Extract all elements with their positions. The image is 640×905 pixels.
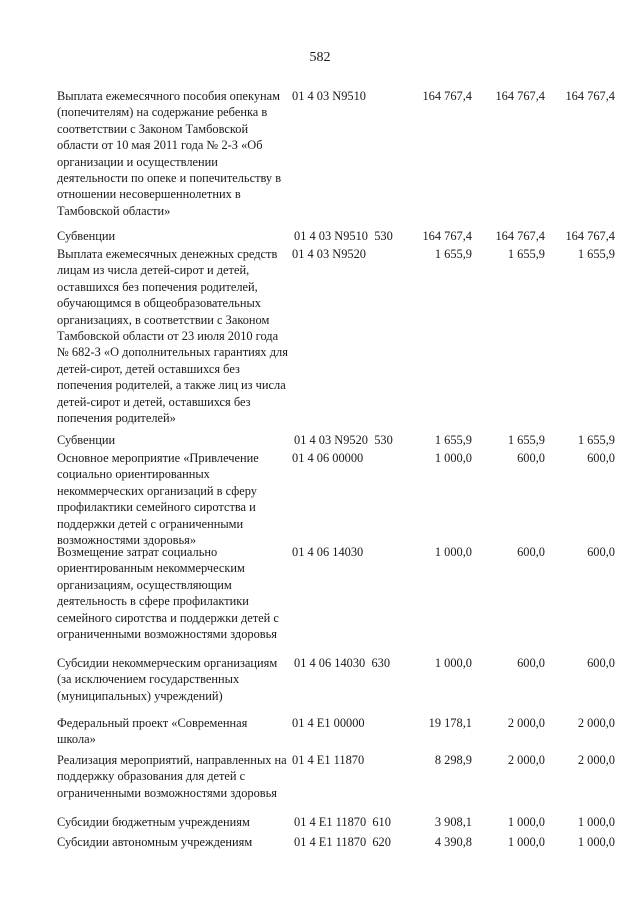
row-value-3: 164 767,4: [565, 89, 615, 103]
row-value-2: 1 655,9: [507, 247, 545, 261]
row-value-3: 2 000,0: [577, 716, 615, 730]
row-value-2: 164 767,4: [495, 89, 545, 103]
row-value-1: 164 767,4: [422, 229, 472, 243]
row-value-1: 1 000,0: [434, 656, 472, 670]
row-value-3: 600,0: [587, 545, 615, 559]
row-value-1: 8 298,9: [434, 753, 472, 767]
row-code: 01 4 E1 00000: [292, 716, 365, 730]
row-value-1: 1 655,9: [434, 433, 472, 447]
row-code: 01 4 E1 11870: [292, 753, 365, 767]
row-code: 01 4 03 N9520 530: [294, 433, 393, 447]
row-description: Федеральный проект «Современная школа»: [57, 716, 248, 747]
row-description: Выплата ежемесячных денежных средств лицам из числа детей-сирот и детей, оставшихся без попечения родителей, обучающимся в общеобразовательных организациях, в соответствии с Законом Тамбовской области от 23 июля 2010 года № 682-З «О дополнительных гарантиях для детей-сирот, детей оставшихся без попечения родителей, а также лиц из числа детей-сирот и детей, оставшихся без попечения родителей»: [57, 247, 288, 426]
row-description: Основное мероприятие «Привлечение социально ориентированных некоммерческих организаций в сферу профилактики семейного сиротства и поддержки детей с ограниченными возможностями здоровья»: [57, 451, 259, 548]
row-code: 01 4 06 00000: [292, 451, 364, 465]
row-value-3: 1 000,0: [577, 815, 615, 829]
row-description: Субсидии некоммерческим организациям (за исключением государственных (муниципальных) учреждений): [57, 656, 278, 703]
row-value-2: 600,0: [517, 656, 545, 670]
row-value-1: 3 908,1: [434, 815, 472, 829]
row-description: Выплата ежемесячного пособия опекунам (попечителям) на содержание ребенка в соответствии с Законом Тамбовской области от 10 мая 2011 года № 2-З «Об организации и осуществлении деятельности по опеке и попечительству в отношении несовершеннолетних в Тамбовской области»: [57, 89, 282, 218]
row-value-2: 1 000,0: [507, 835, 545, 849]
row-value-1: 1 655,9: [434, 247, 472, 261]
row-value-1: 164 767,4: [422, 89, 472, 103]
row-value-3: 164 767,4: [565, 229, 615, 243]
row-value-1: 1 000,0: [434, 451, 472, 465]
row-code: 01 4 E1 11870 610: [294, 815, 391, 829]
row-description: Субсидии автономным учреждениям: [57, 835, 253, 849]
row-value-2: 1 000,0: [507, 815, 545, 829]
row-code: 01 4 E1 11870 620: [294, 835, 391, 849]
row-value-1: 4 390,8: [434, 835, 472, 849]
row-value-3: 1 000,0: [577, 835, 615, 849]
row-value-2: 600,0: [517, 451, 545, 465]
row-description: Возмещение затрат социально ориентированным некоммерческим организациям, осуществляющим деятельность в сфере профилактики семейного сиротства и поддержки детей с ограниченными возможностями здоровья: [57, 545, 279, 642]
row-value-3: 1 655,9: [577, 247, 615, 261]
row-value-2: 2 000,0: [507, 716, 545, 730]
row-value-2: 600,0: [517, 545, 545, 559]
row-description: Субвенции: [57, 433, 116, 447]
row-description: Реализация мероприятий, направленных на поддержку образования для детей с ограниченными возможностями здоровья: [57, 753, 287, 800]
row-value-3: 600,0: [587, 451, 615, 465]
row-code: 01 4 06 14030: [292, 545, 364, 559]
row-value-2: 2 000,0: [507, 753, 545, 767]
row-value-3: 1 655,9: [577, 433, 615, 447]
row-code: 01 4 06 14030 630: [294, 656, 391, 670]
row-value-3: 600,0: [587, 656, 615, 670]
row-description: Субвенции: [57, 229, 116, 243]
row-code: 01 4 03 N9510: [292, 89, 366, 103]
row-description: Субсидии бюджетным учреждениям: [57, 815, 250, 829]
row-value-2: 1 655,9: [507, 433, 545, 447]
row-value-2: 164 767,4: [495, 229, 545, 243]
row-value-1: 1 000,0: [434, 545, 472, 559]
page-number: 582: [309, 50, 331, 65]
row-code: 01 4 03 N9520: [292, 247, 366, 261]
row-value-3: 2 000,0: [577, 753, 615, 767]
row-code: 01 4 03 N9510 530: [294, 229, 393, 243]
row-value-1: 19 178,1: [428, 716, 472, 730]
